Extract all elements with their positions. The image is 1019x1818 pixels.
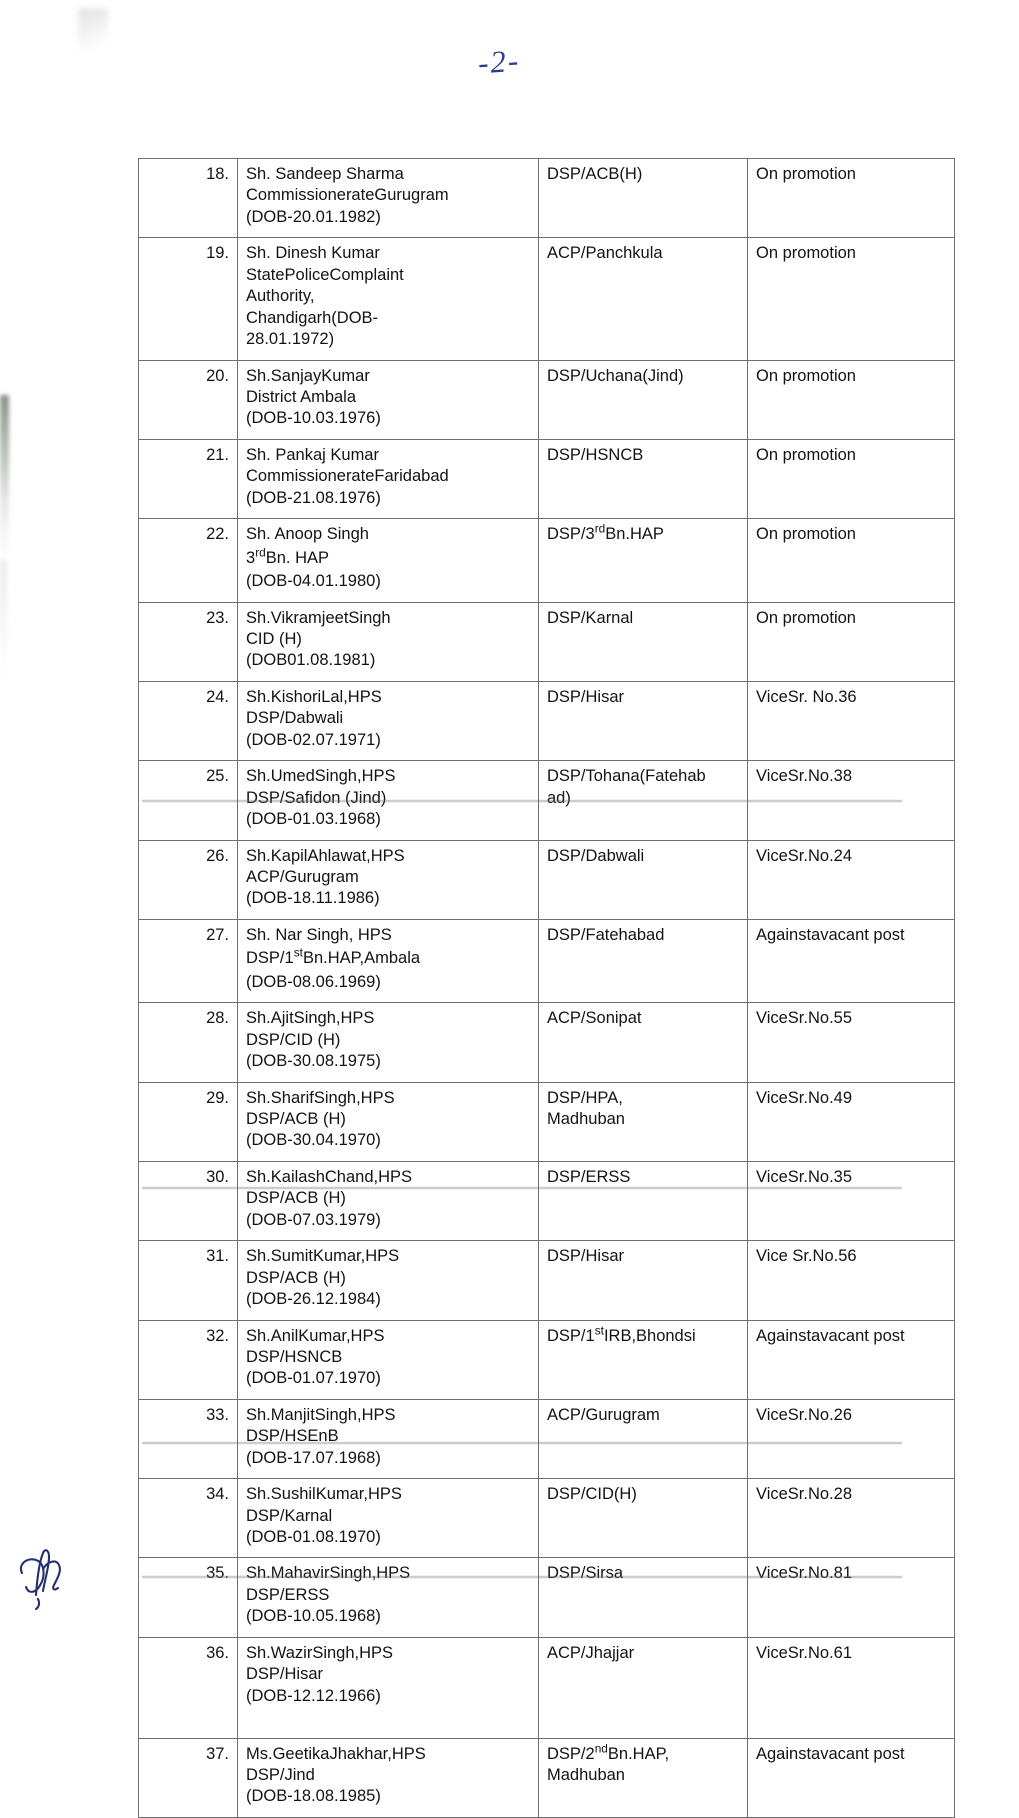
officer-detail-line: DSP/HSEnB <box>246 1427 339 1446</box>
cell-officer-details <box>238 840 539 919</box>
cell-officer-details <box>238 439 539 518</box>
cell-posted-as: DSP/HPA, Madhuban <box>539 1082 748 1161</box>
cell-posted-as: DSP/Hisar <box>539 681 748 760</box>
cell-posted-as: DSP/3rdBn.HAP <box>539 519 748 602</box>
table-row <box>139 439 955 518</box>
officer-detail-line: Sh.MahavirSingh,HPS <box>246 1564 411 1583</box>
table-row <box>139 1479 955 1558</box>
officer-detail-line: (DOB-21.08.1976) <box>246 488 381 507</box>
cell-remarks: ViceSr.No.28 <box>748 1479 955 1558</box>
officer-detail-line: (DOB-26.12.1984) <box>246 1290 381 1309</box>
officer-detail-line: Sh. Nar Singh, HPS <box>246 925 392 944</box>
officer-detail-line: 28.01.1972) <box>246 330 335 349</box>
cell-remarks: Againstavacant post <box>748 919 955 1002</box>
cell-officer-details <box>238 1003 539 1082</box>
officer-detail-line: (DOB-18.11.1986) <box>246 889 380 908</box>
cell-officer-details <box>238 1320 539 1399</box>
cell-officer-details <box>238 602 539 681</box>
officer-detail-line: (DOB-01.03.1968) <box>246 810 381 829</box>
cell-posted-as: DSP/2ndBn.HAP, Madhuban <box>539 1738 748 1817</box>
officer-detail-line: DSP/ACB (H) <box>246 1189 346 1208</box>
cell-remarks: On promotion <box>748 238 955 360</box>
table-row <box>139 159 955 238</box>
officer-detail-line: (DOB01.08.1981) <box>246 651 376 670</box>
officer-detail-line: Sh.VikramjeetSingh <box>246 608 391 627</box>
officer-detail-line: (DOB-30.04.1970) <box>246 1131 381 1150</box>
cell-remarks: ViceSr. No.36 <box>748 681 955 760</box>
officer-detail-line: CID (H) <box>246 630 302 648</box>
cell-remarks: On promotion <box>748 360 955 439</box>
cell-remarks: ViceSr.No.24 <box>748 840 955 919</box>
cell-officer-details <box>238 238 539 360</box>
cell-serial-number: 28. <box>139 1003 238 1082</box>
table-row <box>139 238 955 360</box>
officer-detail-line: Sh.UmedSingh,HPS <box>246 767 396 786</box>
officer-detail-line: DSP/ACB (H) <box>246 1110 346 1128</box>
table-row <box>139 1241 955 1320</box>
officer-detail-line: Chandigarh(DOB- <box>246 308 379 327</box>
officer-detail-line: Sh.AnilKumar,HPS <box>246 1326 385 1345</box>
cell-serial-number: 19. <box>139 238 238 360</box>
officer-detail-line: Sh. Dinesh Kumar <box>246 244 380 263</box>
officer-detail-line: Sh.SharifSingh,HPS <box>246 1088 395 1107</box>
cell-posted-as: DSP/Karnal <box>539 602 748 681</box>
cell-officer-details <box>238 1082 539 1161</box>
officer-detail-line: (DOB-18.08.1985) <box>246 1787 381 1806</box>
cell-officer-details <box>238 1637 539 1738</box>
cell-officer-details <box>238 919 539 1002</box>
cell-posted-as: ACP/Panchkula <box>539 238 748 360</box>
officer-detail-line: Sh.KapilAhlawat,HPS <box>246 846 405 865</box>
cell-remarks: ViceSr.No.26 <box>748 1399 955 1478</box>
officer-detail-line: (DOB-12.12.1966) <box>246 1686 381 1705</box>
table-row <box>139 681 955 760</box>
cell-posted-as: DSP/Fatehabad <box>539 919 748 1002</box>
cell-officer-details <box>238 1479 539 1558</box>
officer-detail-line: (DOB-04.01.1980) <box>246 572 381 591</box>
officer-detail-line: DSP/HSNCB <box>246 1347 343 1366</box>
officer-detail-line: Sh.ManjitSingh,HPS <box>246 1405 396 1424</box>
officer-detail-line: DSP/Dabwali <box>246 709 344 728</box>
cell-remarks: ViceSr.No.55 <box>748 1003 955 1082</box>
table-row <box>139 840 955 919</box>
cell-remarks: Againstavacant post <box>748 1738 955 1817</box>
table-row <box>139 602 955 681</box>
officer-detail-line: District Ambala <box>246 387 357 406</box>
cell-serial-number: 29. <box>139 1082 238 1161</box>
officer-detail-line: Sh.AjitSingh,HPS <box>246 1009 375 1028</box>
officer-detail-line: (DOB-07.03.1979) <box>246 1210 381 1229</box>
signature-mark <box>12 1533 84 1613</box>
cell-posted-as: ACP/Jhajjar <box>539 1637 748 1738</box>
officer-detail-line: DSP/ACB (H) <box>246 1268 346 1287</box>
cell-posted-as: DSP/CID(H) <box>539 1479 748 1558</box>
officer-detail-line: Ms.GeetikaJhakhar,HPS <box>246 1744 426 1763</box>
cell-remarks: ViceSr.No.49 <box>748 1082 955 1161</box>
cell-posted-as: ACP/Gurugram <box>539 1399 748 1478</box>
cell-posted-as: DSP/Sirsa <box>539 1558 748 1637</box>
officer-detail-line: Sh.SanjayKumar <box>246 366 370 385</box>
scan-artifact-left-lower <box>0 560 6 680</box>
cell-serial-number: 32. <box>139 1320 238 1399</box>
cell-officer-details <box>238 761 539 840</box>
officer-detail-line: (DOB-02.07.1971) <box>246 730 381 749</box>
officer-detail-line: DSP/Safidon (Jind) <box>246 788 387 807</box>
officer-detail-line: Sh.KailashChand,HPS <box>246 1167 413 1186</box>
page-number-handwritten: -2- <box>476 42 522 81</box>
officer-detail-line: Sh.SushilKumar,HPS <box>246 1485 402 1504</box>
cell-remarks: On promotion <box>748 602 955 681</box>
officer-detail-line: ACP/Gurugram <box>246 867 359 886</box>
table-row <box>139 761 955 840</box>
cell-officer-details <box>238 360 539 439</box>
officer-detail-line: (DOB-10.05.1968) <box>246 1607 381 1626</box>
cell-serial-number: 34. <box>139 1479 238 1558</box>
table-row <box>139 1738 955 1817</box>
officer-detail-line: (DOB-20.01.1982) <box>246 207 381 226</box>
officer-detail-line: DSP/Jind <box>246 1765 315 1784</box>
officer-detail-line: (DOB-01.07.1970) <box>246 1369 381 1388</box>
cell-posted-as: DSP/1stIRB,Bhondsi <box>539 1320 748 1399</box>
cell-posted-as: DSP/Hisar <box>539 1241 748 1320</box>
cell-serial-number: 22. <box>139 519 238 602</box>
cell-posted-as: ACP/Sonipat <box>539 1003 748 1082</box>
cell-serial-number: 30. <box>139 1161 238 1240</box>
officer-detail-line: (DOB-30.08.1975) <box>246 1052 381 1071</box>
officer-detail-line: Authority, <box>246 287 315 306</box>
cell-officer-details <box>238 681 539 760</box>
officer-detail-line: DSP/Hisar <box>246 1665 324 1684</box>
cell-serial-number: 37. <box>139 1738 238 1817</box>
officer-detail-line: DSP/CID (H) <box>246 1030 341 1049</box>
officer-detail-line: StatePoliceComplaint <box>246 265 404 284</box>
cell-serial-number: 27. <box>139 919 238 1002</box>
cell-officer-details <box>238 1161 539 1240</box>
cell-serial-number: 33. <box>139 1399 238 1478</box>
cell-officer-details <box>238 1558 539 1637</box>
table-row <box>139 1003 955 1082</box>
cell-serial-number: 25. <box>139 761 238 840</box>
scan-artifact-left <box>0 395 9 560</box>
officer-detail-line: (DOB-17.07.1968) <box>246 1448 381 1467</box>
cell-serial-number: 24. <box>139 681 238 760</box>
cell-remarks: ViceSr.No.35 <box>748 1161 955 1240</box>
table-row <box>139 519 955 602</box>
cell-remarks: ViceSr.No.61 <box>748 1637 955 1738</box>
cell-remarks: On promotion <box>748 159 955 238</box>
cell-posted-as: DSP/HSNCB <box>539 439 748 518</box>
officer-detail-line: Sh.SumitKumar,HPS <box>246 1247 400 1266</box>
officer-detail-line: CommissionerateFaridabad <box>246 467 449 486</box>
cell-posted-as: DSP/ERSS <box>539 1161 748 1240</box>
cell-posted-as: DSP/Dabwali <box>539 840 748 919</box>
cell-remarks: Againstavacant post <box>748 1320 955 1399</box>
officer-detail-line: (DOB-01.08.1970) <box>246 1528 381 1546</box>
cell-officer-details <box>238 1738 539 1817</box>
table-body <box>139 159 955 1818</box>
cell-posted-as: DSP/Uchana(Jind) <box>539 360 748 439</box>
table-row <box>139 1161 955 1240</box>
officer-detail-line: 3rdBn. HAP <box>246 545 330 567</box>
officer-detail-line: Sh.WazirSingh,HPS <box>246 1643 394 1662</box>
cell-serial-number: 36. <box>139 1637 238 1738</box>
officer-detail-line: Sh.KishoriLal,HPS <box>246 687 382 706</box>
cell-remarks: ViceSr.No.81 <box>748 1558 955 1637</box>
table-row <box>139 1637 955 1738</box>
cell-serial-number: 21. <box>139 439 238 518</box>
cell-officer-details <box>238 1399 539 1478</box>
officer-detail-line: Sh. Anoop Singh <box>246 525 369 544</box>
cell-officer-details <box>238 519 539 602</box>
officer-detail-line: (DOB-10.03.1976) <box>246 409 381 428</box>
transfer-order-table <box>138 158 955 1818</box>
cell-serial-number: 18. <box>139 159 238 238</box>
cell-remarks: On promotion <box>748 439 955 518</box>
officer-detail-line: DSP/Karnal <box>246 1506 333 1525</box>
cell-serial-number: 35. <box>139 1558 238 1637</box>
cell-remarks: On promotion <box>748 519 955 602</box>
officer-detail-line: DSP/ERSS <box>246 1585 330 1604</box>
officer-detail-line: Sh. Sandeep Sharma <box>246 165 404 183</box>
cell-officer-details <box>238 1241 539 1320</box>
table-row <box>139 919 955 1002</box>
cell-serial-number: 20. <box>139 360 238 439</box>
table-row <box>139 360 955 439</box>
officer-detail-line: CommissionerateGurugram <box>246 186 449 205</box>
cell-remarks: Vice Sr.No.56 <box>748 1241 955 1320</box>
cell-serial-number: 31. <box>139 1241 238 1320</box>
table-row <box>139 1082 955 1161</box>
officer-detail-line: DSP/1stBn.HAP,Ambala <box>246 945 421 968</box>
officer-detail-line <box>246 1707 530 1728</box>
officer-detail-line: (DOB-08.06.1969) <box>246 972 381 991</box>
officer-detail-line: Sh. Pankaj Kumar <box>246 445 379 464</box>
cell-posted-as: DSP/ACB(H) <box>539 159 748 238</box>
cell-officer-details <box>238 159 539 238</box>
cell-remarks: ViceSr.No.38 <box>748 761 955 840</box>
cell-serial-number: 26. <box>139 840 238 919</box>
cell-posted-as: DSP/Tohana(Fatehab ad) <box>539 761 748 840</box>
table-row <box>139 1320 955 1399</box>
scan-artifact-top <box>78 8 108 68</box>
table-row <box>139 1399 955 1478</box>
cell-serial-number: 23. <box>139 602 238 681</box>
table-row <box>139 1558 955 1637</box>
